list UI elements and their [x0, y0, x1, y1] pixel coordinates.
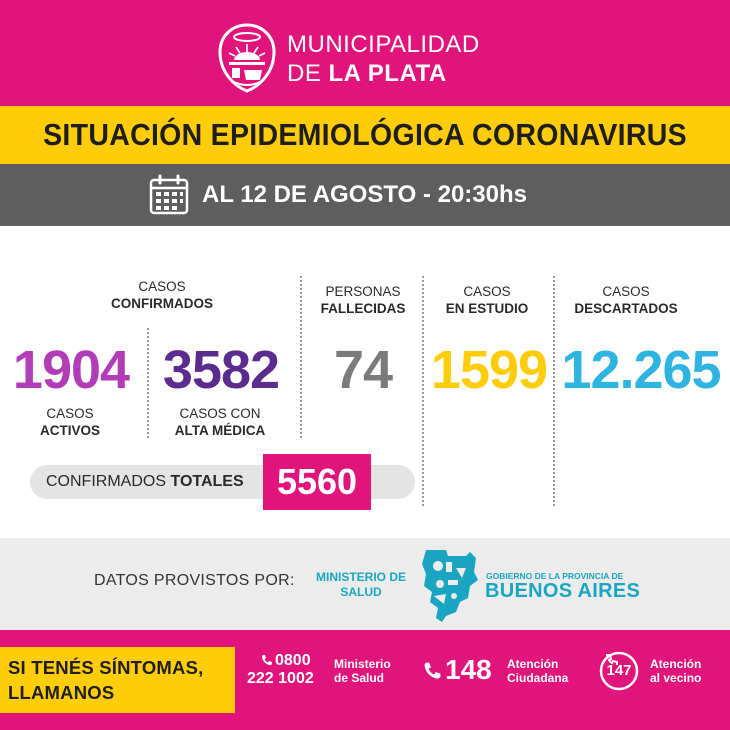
calendar-icon: [148, 174, 190, 216]
ministerio-line-1: MINISTERIO DE: [316, 570, 407, 584]
la-plata-seal-icon: [216, 22, 278, 94]
symptoms-line-1: SI TENÉS SÍNTOMAS,: [8, 657, 204, 678]
fallecidas-label: [308, 283, 418, 317]
phone-1-desc-line-2: de Salud: [334, 671, 385, 685]
estudio-value: 1599: [430, 340, 548, 400]
totals-label: [46, 465, 244, 499]
phone-2: 148: [445, 654, 492, 685]
totals-label-prefix: CONFIRMADOS: [46, 473, 171, 490]
activos-label-line-1: CASOS: [46, 406, 94, 421]
alta-medica-value: 3582: [162, 340, 280, 400]
alta-medica-label-line-1: CASOS CON: [179, 406, 261, 421]
phone-icon: [423, 661, 442, 680]
symptoms-text: [8, 655, 203, 705]
org-line-2-prefix: DE: [287, 60, 329, 87]
phone-3-desc: [650, 657, 701, 685]
phone-3-desc-line-1: Atención: [650, 657, 702, 671]
ministerio-line-2: SALUD: [340, 585, 382, 599]
source-label: DATOS PROVISTOS POR:: [94, 572, 295, 589]
descartados-value: 12.265: [561, 340, 721, 400]
org-name: [287, 30, 480, 88]
divider: [300, 276, 302, 438]
phone-2-desc-line-1: Atención: [507, 657, 559, 671]
symptoms-line-2: LLAMANOS: [8, 682, 115, 703]
totals-label-bold: TOTALES: [170, 473, 244, 490]
descartados-label-line-1: CASOS: [602, 284, 650, 299]
phone-1-line-2: 222 1002: [247, 670, 314, 687]
totals-value: 5560: [263, 454, 371, 510]
org-line-2-bold: LA PLATA: [328, 60, 447, 87]
symptoms-banner: [0, 647, 235, 713]
fallecidas-label-line-2: FALLECIDAS: [320, 301, 406, 316]
activos-label-line-2: ACTIVOS: [39, 423, 100, 438]
phone-1-desc-line-1: Ministerio: [334, 657, 391, 671]
phone-2-desc-line-2: Ciudadana: [507, 671, 569, 685]
descartados-label-line-2: DESCARTADOS: [574, 301, 678, 316]
descartados-label: [566, 283, 686, 317]
phone-2-desc: [507, 657, 568, 685]
estudio-label-line-1: CASOS: [463, 284, 511, 299]
phone-1-line-1: 0800: [275, 652, 311, 669]
gobierno-label: GOBIERNO DE LA PROVINCIA DE: [486, 571, 624, 581]
org-line-1: MUNICIPALIDAD: [287, 31, 480, 58]
phone-icon: [261, 654, 273, 666]
fallecidas-value: 74: [333, 340, 393, 400]
phone-1-desc: [334, 657, 391, 685]
org-line-2: [287, 59, 480, 88]
confirmados-label: [72, 278, 252, 312]
estudio-label-line-2: EN ESTUDIO: [445, 301, 529, 316]
alta-medica-label: [160, 405, 280, 439]
fallecidas-label-line-1: PERSONAS: [325, 284, 401, 299]
phone-3: 147: [606, 662, 632, 679]
buenos-aires-label: BUENOS AIRES: [485, 580, 641, 602]
alta-medica-label-line-2: ALTA MÉDICA: [174, 423, 266, 438]
ministerio-salud-logo: [316, 570, 406, 600]
confirmados-label-line-2: CONFIRMADOS: [111, 296, 213, 311]
page-title: SITUACIÓN EPIDEMIOLÓGICA CORONAVIRUS: [43, 117, 687, 152]
activos-value: 1904: [12, 340, 130, 400]
buenos-aires-province-map-icon: [416, 546, 480, 624]
activos-label: [20, 405, 120, 439]
divider: [553, 276, 555, 506]
divider: [147, 328, 149, 438]
report-date: AL 12 DE AGOSTO - 20:30hs: [202, 181, 527, 208]
estudio-label: [432, 283, 542, 317]
title-bar: [0, 106, 730, 164]
divider: [422, 276, 424, 506]
phone-3-desc-line-2: al vecino: [650, 671, 702, 685]
confirmados-label-line-1: CASOS: [138, 279, 186, 294]
